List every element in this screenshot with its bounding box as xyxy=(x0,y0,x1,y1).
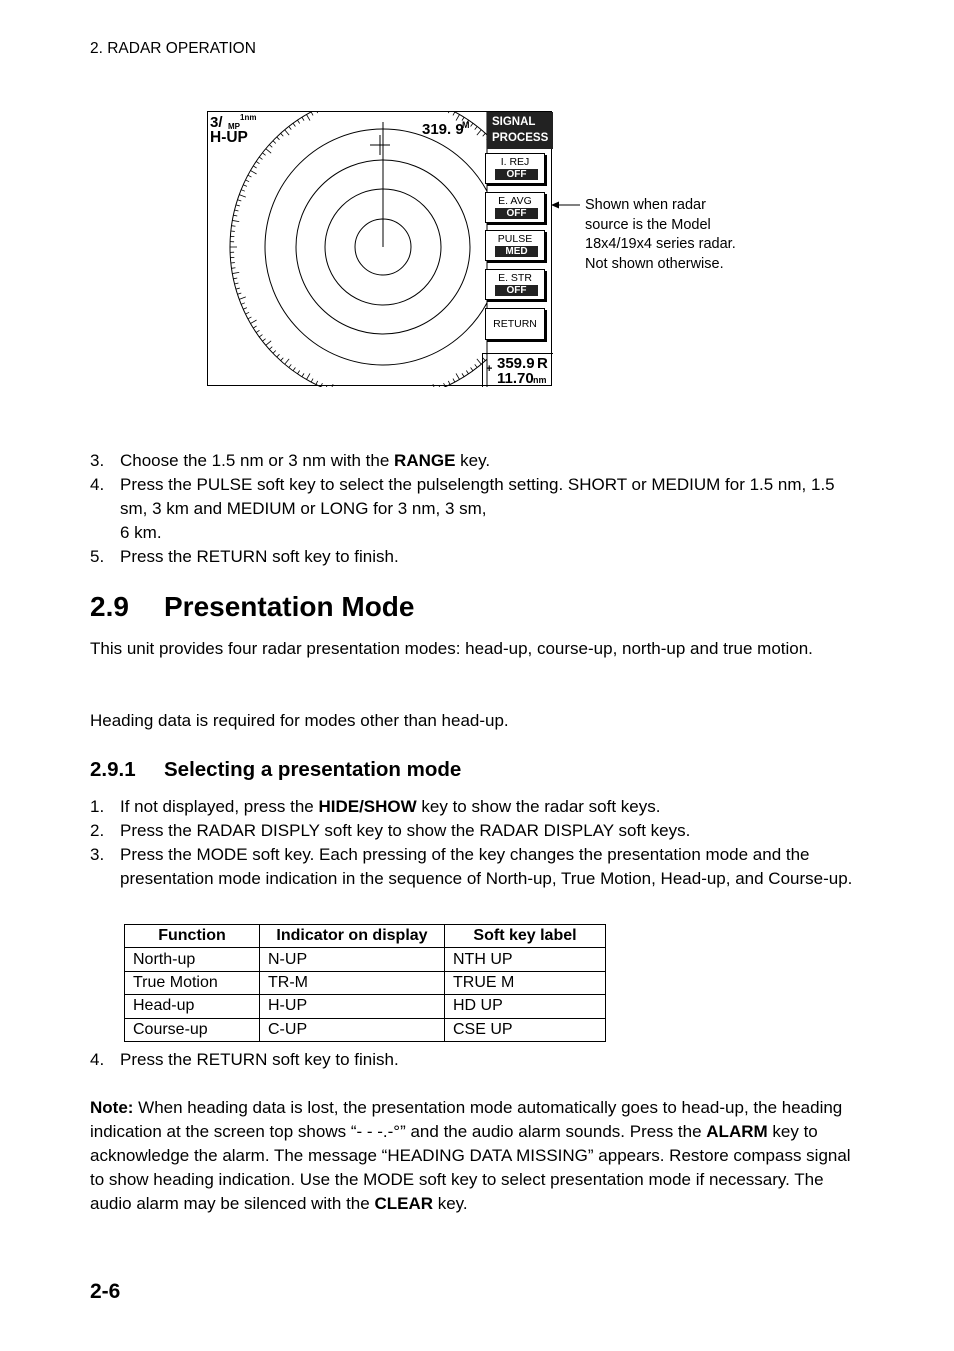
softkey-i-rej[interactable] xyxy=(485,153,545,184)
bearing-tick xyxy=(519,185,523,187)
bearing-tick xyxy=(273,141,276,144)
bearing-tick xyxy=(433,384,435,387)
softkey-label: I. REJ xyxy=(500,156,530,168)
table-cell: N-UP xyxy=(260,948,445,971)
bearing-tick xyxy=(269,347,272,350)
bearing-tick xyxy=(259,335,262,337)
bearing-tick xyxy=(269,145,272,148)
list-item: 3. Press the MODE soft key. Each pressing of the key changes the presentation mode and the presentation mode indication in the sequence of North-up, True Motion, Head-up, and Course-up. xyxy=(90,845,853,888)
table-row xyxy=(125,971,606,994)
bearing-tick xyxy=(236,205,240,206)
bearing-tick xyxy=(239,297,246,299)
bearing-tick xyxy=(483,133,486,136)
bearing-tick xyxy=(307,114,311,120)
bearing-tick xyxy=(477,130,481,135)
softkey-value: MED xyxy=(495,246,538,257)
bearing-tick xyxy=(281,133,284,136)
bearing-tick xyxy=(456,373,460,379)
bearing-tick xyxy=(521,190,525,191)
list-item: 3. Choose the 1.5 nm or 3 nm with the RANGE key. xyxy=(90,451,491,470)
bearing-tick xyxy=(262,153,265,155)
softkey-e-str[interactable] xyxy=(485,269,545,300)
softkey-pulse[interactable] xyxy=(485,230,545,261)
bearing-tick xyxy=(233,215,237,216)
bearing-tick xyxy=(281,358,284,361)
bearing-tick xyxy=(453,379,455,383)
table-cell: TR-M xyxy=(260,971,445,994)
softkey-value: OFF xyxy=(495,208,538,219)
bearing-tick xyxy=(475,126,477,129)
range-unit: 1nm xyxy=(240,113,257,122)
bearing-tick xyxy=(259,157,262,159)
bearing-tick xyxy=(231,226,235,227)
cursor-range: 11.70 xyxy=(497,370,534,387)
table-header-row xyxy=(125,925,606,948)
bearing-tick xyxy=(289,126,291,129)
table-cell: Course-up xyxy=(125,1018,260,1041)
list-item: 5. Press the RETURN soft key to finish. xyxy=(90,547,399,566)
steps-range-pulse xyxy=(90,449,850,569)
bearing-tick xyxy=(245,312,249,314)
bearing-tick xyxy=(494,347,497,350)
table-cell: NTH UP xyxy=(445,948,606,971)
bearing-tick xyxy=(311,112,313,115)
softkey-value: OFF xyxy=(495,285,538,296)
presentation-mode-indicator: H-UP xyxy=(210,129,248,146)
bearing-tick xyxy=(311,379,313,383)
radar-screen-figure xyxy=(207,111,552,386)
column-header: Soft key label xyxy=(445,925,606,948)
bearing-tick xyxy=(289,364,291,367)
softkey-label: E. AVG xyxy=(498,195,532,207)
bearing-tick xyxy=(444,383,446,387)
table-cell: CSE UP xyxy=(445,1018,606,1041)
heading-requirement-paragraph: Heading data is required for modes other than head-up. xyxy=(90,711,509,730)
bearing-tick xyxy=(531,226,535,227)
softkey-e-avg[interactable] xyxy=(485,192,545,223)
bearing-tick xyxy=(285,130,289,135)
bearing-tick xyxy=(297,120,299,123)
bearing-tick xyxy=(237,200,241,201)
bearing-tick xyxy=(243,185,247,187)
bearing-tick xyxy=(256,330,259,332)
bearing-tick xyxy=(331,384,333,387)
softkey-label: E. STR xyxy=(498,272,532,284)
table-cell: C-UP xyxy=(260,1018,445,1041)
bearing-tick xyxy=(277,137,280,140)
bearing-tick xyxy=(241,190,245,191)
bearing-tick xyxy=(262,339,265,341)
table-cell: True Motion xyxy=(125,971,260,994)
bearing-tick xyxy=(273,351,276,354)
bearing-tick xyxy=(466,371,468,374)
heading-suffix: M xyxy=(462,120,470,130)
bearing-tick xyxy=(307,373,311,379)
cursor-bearing-suffix: R xyxy=(537,355,548,372)
range-prefix: 3/ xyxy=(210,114,223,131)
intro-paragraph: This unit provides four radar presentation modes: head-up, course-up, north-up and true motion. xyxy=(90,639,813,658)
cursor-bearing: 359.9 xyxy=(497,355,535,372)
bearing-tick xyxy=(293,123,295,126)
bearing-tick xyxy=(326,385,327,387)
bearing-tick xyxy=(471,368,473,371)
bearing-tick xyxy=(232,220,239,221)
column-header: Function xyxy=(125,925,260,948)
bearing-tick xyxy=(236,288,240,289)
list-item: 4. Press the PULSE soft key to select the pulselength setting. SHORT or MEDIUM for 1.5 nm, 1.5 sm, 3 km and MEDIUM or LONG for 3 nm, 3 sm, 6 km. xyxy=(90,475,835,542)
bearing-tick xyxy=(248,317,252,319)
bearing-tick xyxy=(321,383,323,387)
table-row xyxy=(125,995,606,1018)
subsection-heading: 2.9.1 Selecting a presentation mode xyxy=(90,758,462,781)
steps-select-mode xyxy=(90,795,860,891)
cursor-readout xyxy=(482,353,553,387)
bearing-tick xyxy=(293,368,295,371)
bearing-tick xyxy=(316,381,318,385)
bearing-tick xyxy=(456,114,460,120)
column-header: Indicator on display xyxy=(260,925,445,948)
table-row xyxy=(125,1018,606,1041)
bearing-tick xyxy=(266,149,271,153)
table-cell: TRUE M xyxy=(445,971,606,994)
bearing-tick xyxy=(253,166,256,168)
signal-process-header: SIGNAL PROCESS xyxy=(487,112,553,149)
bearing-tick xyxy=(297,371,299,374)
bearing-tick xyxy=(245,180,249,182)
bearing-tick xyxy=(239,195,246,197)
softkey-return[interactable] xyxy=(485,308,545,340)
bearing-tick xyxy=(495,341,500,345)
bearing-tick xyxy=(302,373,304,376)
bearing-tick xyxy=(462,373,464,376)
bearing-tick xyxy=(277,354,280,357)
bearing-tick xyxy=(256,161,259,163)
list-item: 4. Press the RETURN soft key to finish. xyxy=(90,1050,399,1069)
bearing-tick xyxy=(233,278,237,279)
presentation-mode-table xyxy=(124,924,606,1042)
bearing-tick xyxy=(285,359,289,364)
page-number: 2-6 xyxy=(90,1280,121,1303)
bearing-tick xyxy=(448,381,450,385)
softkey-label: RETURN xyxy=(493,318,537,330)
bearing-tick xyxy=(250,320,256,324)
bearing-tick xyxy=(475,364,477,367)
softkey-value: OFF xyxy=(495,169,538,180)
bearing-tick xyxy=(250,171,256,175)
table-cell: HD UP xyxy=(445,995,606,1018)
cursor-symbol: + xyxy=(486,363,493,375)
softkey-label: PULSE xyxy=(497,233,533,245)
list-item: 1. If not displayed, press the HIDE/SHOW key to show the radar soft keys. xyxy=(90,797,661,816)
bearing-tick xyxy=(253,326,256,328)
bearing-tick xyxy=(232,272,239,273)
table-cell: North-up xyxy=(125,948,260,971)
cursor-range-unit: nm xyxy=(533,375,547,385)
bearing-tick xyxy=(248,175,252,177)
bearing-tick xyxy=(439,385,440,387)
bearing-tick xyxy=(302,117,304,120)
mode-code: MP xyxy=(228,122,240,131)
bearing-tick xyxy=(453,112,455,115)
bearing-tick xyxy=(243,308,247,310)
bearing-tick xyxy=(231,268,235,269)
figure-callout-note: Shown when radar source is the Model 18x4/19x4 series radar. Not shown otherwise. xyxy=(585,197,736,272)
heading-readout: 319. 9 xyxy=(422,121,464,138)
bearing-tick xyxy=(448,112,450,113)
bearing-tick xyxy=(241,303,245,304)
steps-finish xyxy=(90,1048,850,1072)
bearing-tick xyxy=(235,210,239,211)
list-item: 2. Press the RADAR DISPLY soft key to show the RADAR DISPLAY soft keys. xyxy=(90,821,691,840)
bearing-tick xyxy=(521,303,525,304)
note-paragraph: Note: When heading data is lost, the presentation mode automatically goes to head-up, the heading indication at the screen top shows “- - -.-°” and the audio alarm sounds. Press the ALARM key to acknowledge the alarm. The message “HEADING DATA MISSING” appears. Restore compass signal to show heading indication. Use the MODE soft key to select presentation mode if necessary. The audio alarm may be silenced with the CLEAR key. xyxy=(90,1098,851,1213)
table-cell: H-UP xyxy=(260,995,445,1018)
bearing-tick xyxy=(235,283,239,284)
bearing-tick xyxy=(471,123,473,126)
callout-arrow xyxy=(548,198,588,212)
section-heading: 2.9 Presentation Mode xyxy=(90,591,415,622)
bearing-tick xyxy=(266,341,271,345)
bearing-tick xyxy=(477,359,481,364)
table-cell: Head-up xyxy=(125,995,260,1018)
bearing-tick xyxy=(237,293,241,294)
table-row xyxy=(125,948,606,971)
running-head: 2. RADAR OPERATION xyxy=(90,40,256,57)
bearing-tick xyxy=(316,112,318,113)
